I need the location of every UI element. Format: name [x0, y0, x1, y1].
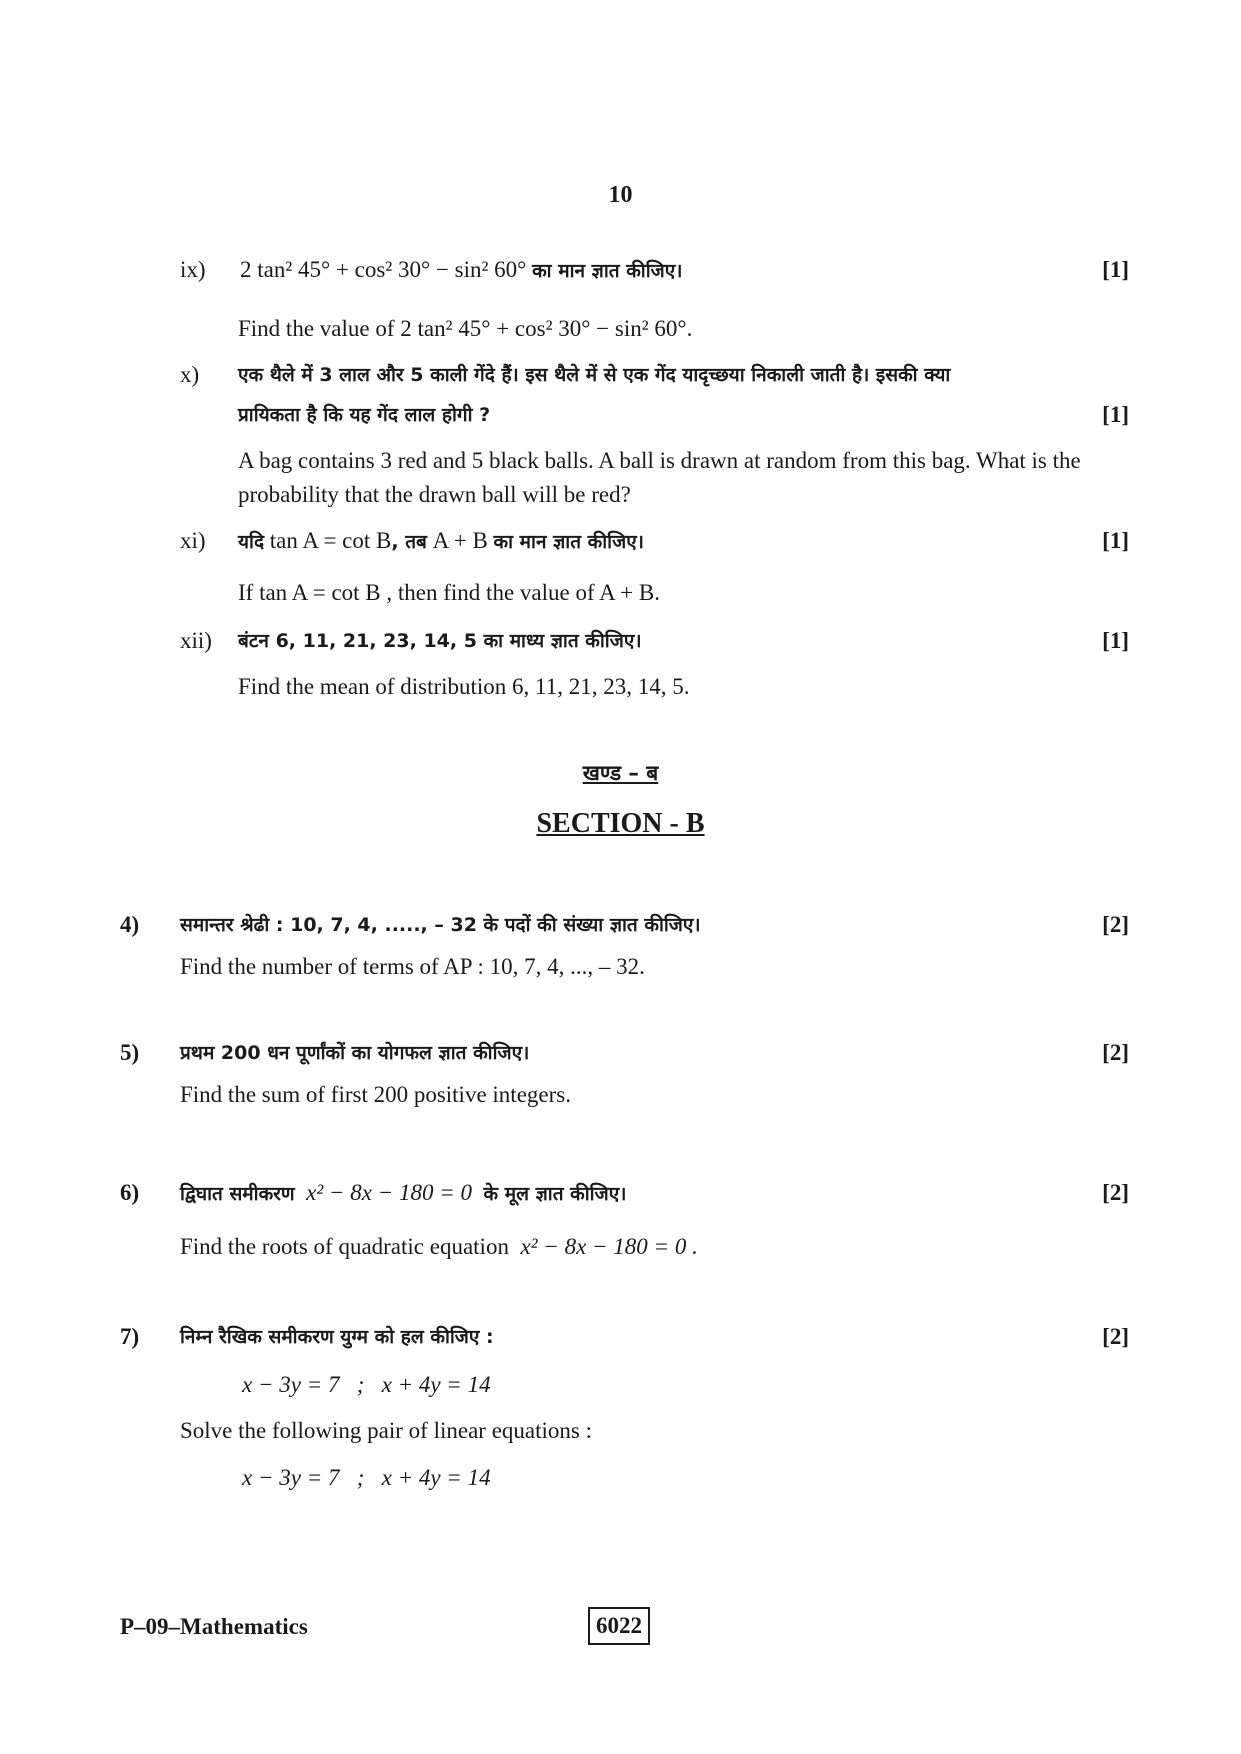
question-xii-hindi: बंटन 6, 11, 21, 23, 14, 5 का माध्य ज्ञात कीजिए। — [238, 630, 642, 652]
footer-page-code: 6022 — [588, 1607, 650, 1645]
question-number-6: 6) — [120, 1180, 140, 1205]
page-number: 10 — [608, 182, 633, 208]
question-number-x: x) — [180, 362, 200, 387]
question-xi-hindi-suffix: का मान ज्ञात कीजिए। — [493, 531, 644, 553]
section-heading-english-wrap — [0, 808, 1241, 840]
question-6-hindi-suffix: के मूल ज्ञात कीजिए। — [483, 1183, 627, 1205]
footer-paper-code: P–09–Mathematics — [120, 1614, 308, 1639]
question-6-equation: x² − 8x − 180 = 0 — [306, 1180, 473, 1205]
question-ix-english — [238, 314, 692, 344]
question-7-equations: x − 3y = 7 ; x + 4y = 14 — [242, 1372, 491, 1397]
question-x-hindi-line2: प्रायिकता है कि यह गेंद लाल होगी ? — [238, 404, 491, 426]
question-number-xii: xii) — [180, 628, 212, 653]
question-6-english-equation: x² − 8x − 180 = 0 . — [520, 1234, 698, 1259]
question-xi-hindi-prefix: यदि — [238, 531, 265, 553]
question-6-hindi-prefix: द्विघात समीकरण — [180, 1183, 295, 1205]
question-ix-hindi — [240, 255, 682, 286]
question-number-7: 7) — [120, 1324, 140, 1349]
question-xi-english: If tan A = cot B , then find the value of A + B. — [238, 580, 660, 605]
question-ix-marks: [1] — [1102, 257, 1129, 282]
question-6-marks: [2] — [1102, 1180, 1129, 1205]
question-7-equations-repeat: x − 3y = 7 ; x + 4y = 14 — [242, 1465, 491, 1490]
question-x-hindi-line1: एक थैले में 3 लाल और 5 काली गेंदे हैं। इस थैले में से एक गेंद यादृच्छया निकाली जाती है। इसकी क्या — [238, 364, 951, 386]
question-x-marks: [1] — [1102, 402, 1129, 427]
question-6-hindi — [180, 1178, 626, 1209]
question-5-hindi: प्रथम 200 धन पूर्णांकों का योगफल ज्ञात कीजिए। — [180, 1042, 530, 1064]
question-xi-hindi-mid: , तब — [391, 531, 427, 553]
section-heading-english: SECTION - B — [536, 808, 705, 839]
question-7-marks: [2] — [1102, 1324, 1129, 1349]
question-x-english: A bag contains 3 red and 5 black balls. A ball is drawn at random from this bag. What is the probability that the drawn ball will be red? — [238, 448, 1081, 507]
question-7-hindi: निम्न रैखिक समीकरण युग्म को हल कीजिए : — [180, 1326, 494, 1348]
question-ix-hindi-text: का मान ज्ञात कीजिए। — [532, 260, 683, 282]
section-heading-hindi: खण्ड – ब — [582, 761, 659, 785]
question-xii-marks: [1] — [1102, 628, 1129, 653]
question-xi-marks: [1] — [1102, 528, 1129, 553]
question-xi-hindi — [238, 526, 644, 557]
question-number-5: 5) — [120, 1040, 140, 1065]
question-6-english — [180, 1232, 698, 1262]
question-number-xi: xi) — [180, 528, 206, 553]
question-4-marks: [2] — [1102, 912, 1129, 937]
question-ix-english-expression: 2 tan² 45° + cos² 30° − sin² 60°. — [400, 316, 693, 341]
question-ix-english-text: Find the value of — [238, 316, 395, 341]
question-7-english: Solve the following pair of linear equations : — [180, 1418, 592, 1443]
question-ix-hindi-expression: 2 tan² 45° + cos² 30° − sin² 60° — [240, 257, 527, 282]
question-xi-hindi-expression: tan A = cot B — [269, 528, 392, 553]
question-5-marks: [2] — [1102, 1040, 1129, 1065]
question-xii-english: Find the mean of distribution 6, 11, 21, 23, 14, 5. — [238, 674, 690, 699]
question-4-english: Find the number of terms of AP : 10, 7, 4, ..., – 32. — [180, 954, 645, 979]
question-5-english: Find the sum of first 200 positive integers. — [180, 1082, 571, 1107]
question-6-english-text: Find the roots of quadratic equation — [180, 1234, 509, 1259]
question-xi-hindi-expression2: A + B — [432, 528, 488, 553]
question-number-4: 4) — [120, 912, 140, 937]
section-heading-hindi-wrap — [0, 758, 1241, 788]
question-number-ix: ix) — [180, 257, 206, 282]
question-4-hindi: समान्तर श्रेढी : 10, 7, 4, ....., – 32 के पदों की संख्या ज्ञात कीजिए। — [180, 914, 701, 936]
